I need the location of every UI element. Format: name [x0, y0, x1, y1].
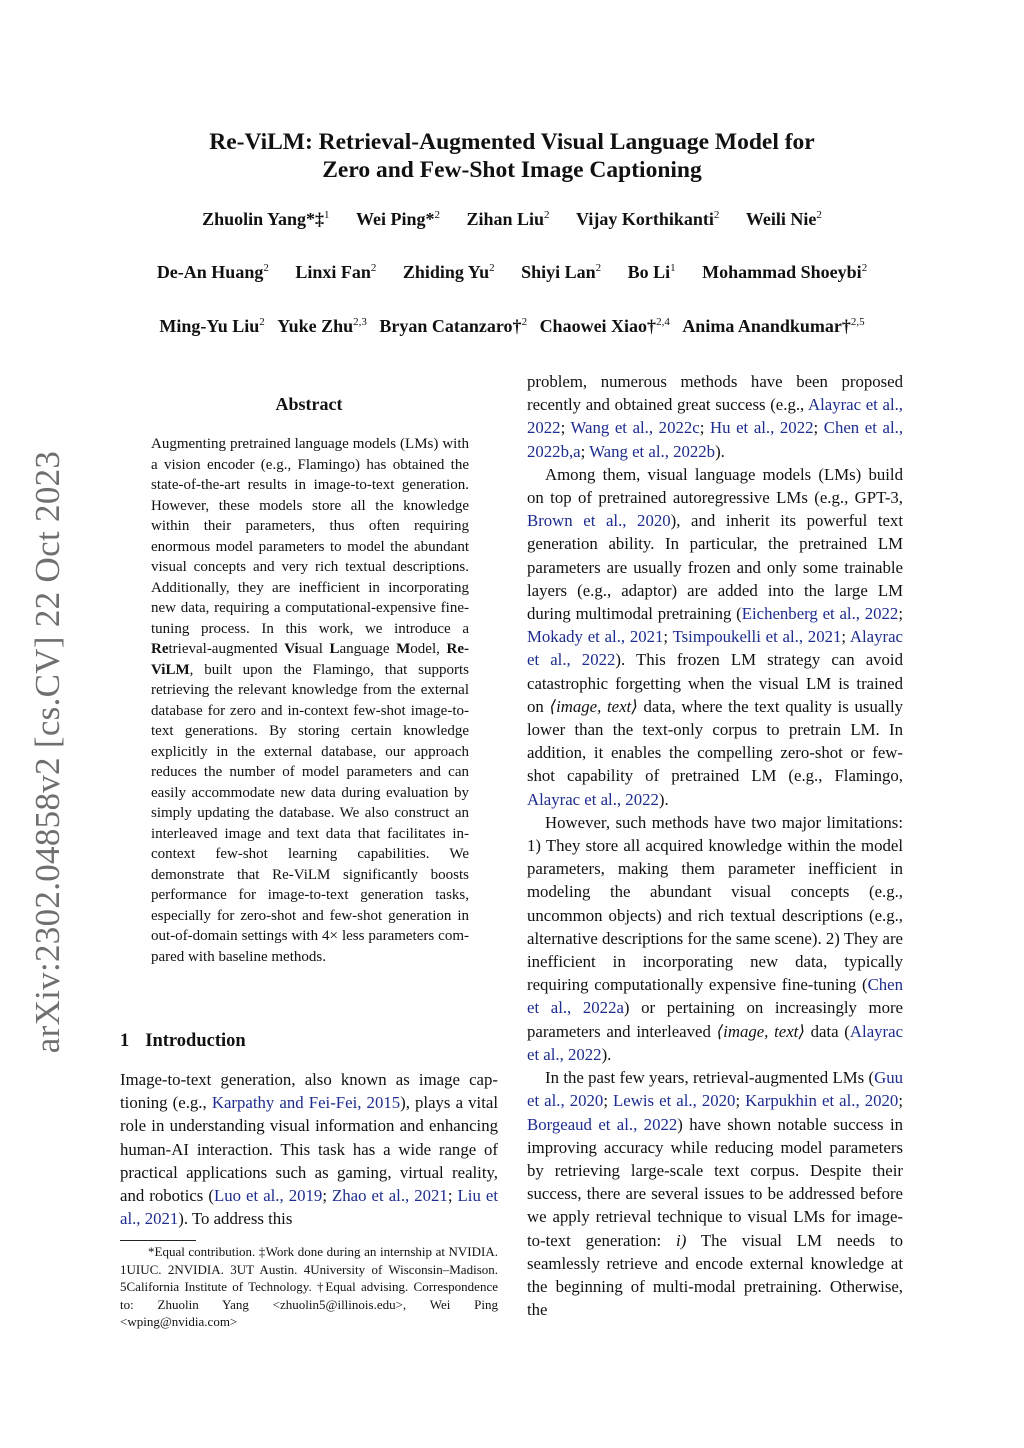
abstract-heading: Abstract	[275, 394, 343, 414]
citation-link[interactable]: Hu et al., 2022	[709, 418, 814, 438]
author-row-3	[80, 311, 944, 337]
citation-link[interactable]: Guu et al., 2020	[527, 1068, 903, 1111]
author: Chaowei Xiao†$^{2,4}$	[539, 316, 670, 336]
citation-link[interactable]: Alayrac et al., 2022	[527, 395, 904, 438]
citation-link[interactable]: Luo et al., 2019	[213, 1186, 323, 1206]
footnote: *Equal contribution. ‡Work done during an internship at NVIDIA. 1UIUC. 2NVIDIA. 3UT Austin. 4University of Wisconsin–Madison. 5California Institute of Technology. †Equal advising. Correspondence to: Zhuolin Yang <zhuolin5@illinois.edu>, Wei Ping <wping@nvidia.com>	[120, 1244, 498, 1329]
author: Anima Anandkumar†$^{2,5}$	[682, 316, 865, 336]
section-heading-introduction: 1 Introduction	[120, 1031, 246, 1051]
arxiv-sidebar-stamp	[30, 452, 66, 1052]
author: Weili Nie$^2$	[745, 209, 822, 229]
arxiv-id: arXiv:2302.04858v2 [cs.CV] 22 Oct 2023	[28, 450, 67, 1054]
author: Zihan Liu$^2$	[466, 209, 550, 229]
abstract-body: Augmenting pretrained language models (LMs) with a vision encoder (e.g., Flamingo) has obtained the state-of-the-art results in image-to-text generation. However, these models store all the knowledge within their parameters, thus often requiring enormous model parameters to model the abundant visual concepts and very rich textual descriptions. Additionally, they are inefficient in incorporating new data, requiring a computational-expensive fine-tuning process. In this work, we introduce a Retrieval-augmented Visual Language Model, Re-ViLM, built upon the Flamingo, that supports retrieving the relevant knowledge from the external database for zero and in-context few-shot image-to-text generations. By storing certain knowledge explicitly in the external database, our approach reduces the number of model parameters and can easily accommodate new data during evaluation by simply updating the database. We also construct an interleaved image and text data that facilitates in-context few-shot learning capabilities. We demonstrate that Re-ViLM significantly boosts performance for image-to-text generation tasks, especially for zero-shot and few-shot generation in out-of-domain settings with 4× less parameters compared with baseline methods.	[151, 436, 469, 965]
author: Bo Li$^1$	[627, 262, 676, 282]
title-line-2: Zero and Few-Shot Image Captioning	[322, 157, 702, 183]
citation-link[interactable]: Karpathy and Fei-Fei, 2015	[211, 1093, 401, 1113]
citation-link[interactable]: Borgeaud et al., 2022	[527, 1114, 678, 1134]
author: Ming-Yu Liu$^2$	[159, 316, 265, 336]
author: Mohammad Shoeybi$^2$	[702, 262, 868, 282]
right-column-text: problem, numerous methods have been proposed recently and obtained great success (e.g., Alayrac et al., 2022; Wang et al., 2022c; Hu et al., 2022; Chen et al., 2022b,a; Wang et al., 2022b). Among them, visual language models (LMs) build on top of pretrained autoregressive LMs (e.g., GPT-3, Brown et al., 2020), and inherit its powerful text generation ability. In particular, the pretrained LM parameters are usually frozen and only some trainable layers (e.g., adaptor) are added into the large LM during multimodal pretraining (Eichenberg et al., 2022; Mokady et al., 2021; Tsimpoukelli et al., 2021; Alayrac et al., 2022). This frozen LM strategy can avoid catastrophic forgetting when the visual LM is trained on ⟨image, text⟩ data, where the text quality is usually lower than the text-only corpus to pretrain LM. In addition, it enables the compelling zero-shot or few-shot capability of pretrained LM (e.g., Flamingo, Alayrac et al., 2022). However, such methods have two major limitations: 1) They store all acquired knowledge within the model parameters, making them parameter inefficient in modeling the abundant visual concepts (e.g., uncommon objects) and rich textual descriptions (e.g., alternative descriptions for the same scene). 2) They are inefficient in incorporating new data, typically requiring computationally expensive fine-tuning (Chen et al., 2022a) or pertaining on increasingly more parameters and interleaved ⟨image, text⟩ data (Alayrac et al., 2022). In the past few years, retrieval-augmented LMs (Guu et al., 2020; Lewis et al., 2020; Karpukhin et al., 2020; Borgeaud et al., 2022) have shown notable success in improving accuracy while reducing model parameters by retrieving large-scale text corpus. Despite their success, there are several issues to be addressed before we apply retrieval technique to visual LMs for image-to-text generation: i) The visual LM needs to seamlessly retrieve and encode external knowledge at the beginning of multi-modal pretraining. Otherwise, the	[527, 372, 904, 1320]
citation-link[interactable]: Zhao et al., 2021	[332, 1186, 448, 1206]
author: Vijay Korthikanti$^2$	[576, 209, 720, 229]
author: Linxi Fan$^2$	[295, 262, 377, 282]
title-line-1: Re-ViLM: Retrieval-Augmented Visual Language Model for	[209, 129, 815, 155]
citation-link[interactable]: Alayrac et al., 2022	[527, 1021, 904, 1064]
author: Zhiding Yu$^2$	[402, 262, 495, 282]
author-row-2	[80, 257, 944, 283]
citation-link[interactable]: Alayrac et al., 2022	[527, 789, 659, 809]
paper-title	[120, 128, 904, 184]
citation-link[interactable]: Tsimpoukelli et al., 2021	[672, 627, 842, 647]
author: Zhuolin Yang*‡$^1$	[202, 209, 330, 229]
citation-link[interactable]: Chen et al., 2022b,a	[527, 418, 904, 461]
citation-link[interactable]: Eichenberg et al., 2022	[741, 604, 899, 624]
footnote-rule	[120, 1240, 196, 1241]
citation-link[interactable]: Lewis et al., 2020	[613, 1091, 736, 1111]
author-row-1	[80, 204, 944, 230]
citation-link[interactable]: Chen et al., 2022a	[527, 975, 903, 1018]
author: Yuke Zhu$^{2,3}$	[277, 316, 367, 336]
author: De-An Huang$^2$	[156, 262, 269, 282]
author: Shiyi Lan$^2$	[521, 262, 602, 282]
citation-link[interactable]: Alayrac et al., 2022	[527, 627, 903, 670]
citation-link[interactable]: Brown et al., 2020	[527, 511, 671, 531]
author: Wei Ping*$^2$	[355, 209, 440, 229]
citation-link[interactable]: Wang et al., 2022b	[589, 441, 716, 461]
author: Bryan Catanzaro†$^2$	[379, 316, 528, 336]
citation-link[interactable]: Karpukhin et al., 2020	[745, 1091, 899, 1111]
citation-link[interactable]: Liu et al., 2021	[120, 1186, 499, 1229]
citation-link[interactable]: Mokady et al., 2021	[527, 627, 664, 647]
left-column-text: Image-to-text generation, also known as image captioning (e.g., Karpathy and Fei-Fei, 2015), plays a vital role in understanding visual information and enhancing human-AI interaction. This task has a wide range of practical applications such as gaming, virtual reality, and robotics (Luo et al., 2019; Zhao et al., 2021; Liu et al., 2021). To address this	[120, 1070, 499, 1229]
citation-link[interactable]: Wang et al., 2022c	[570, 418, 700, 438]
model-name: Re-ViLM	[151, 641, 469, 678]
